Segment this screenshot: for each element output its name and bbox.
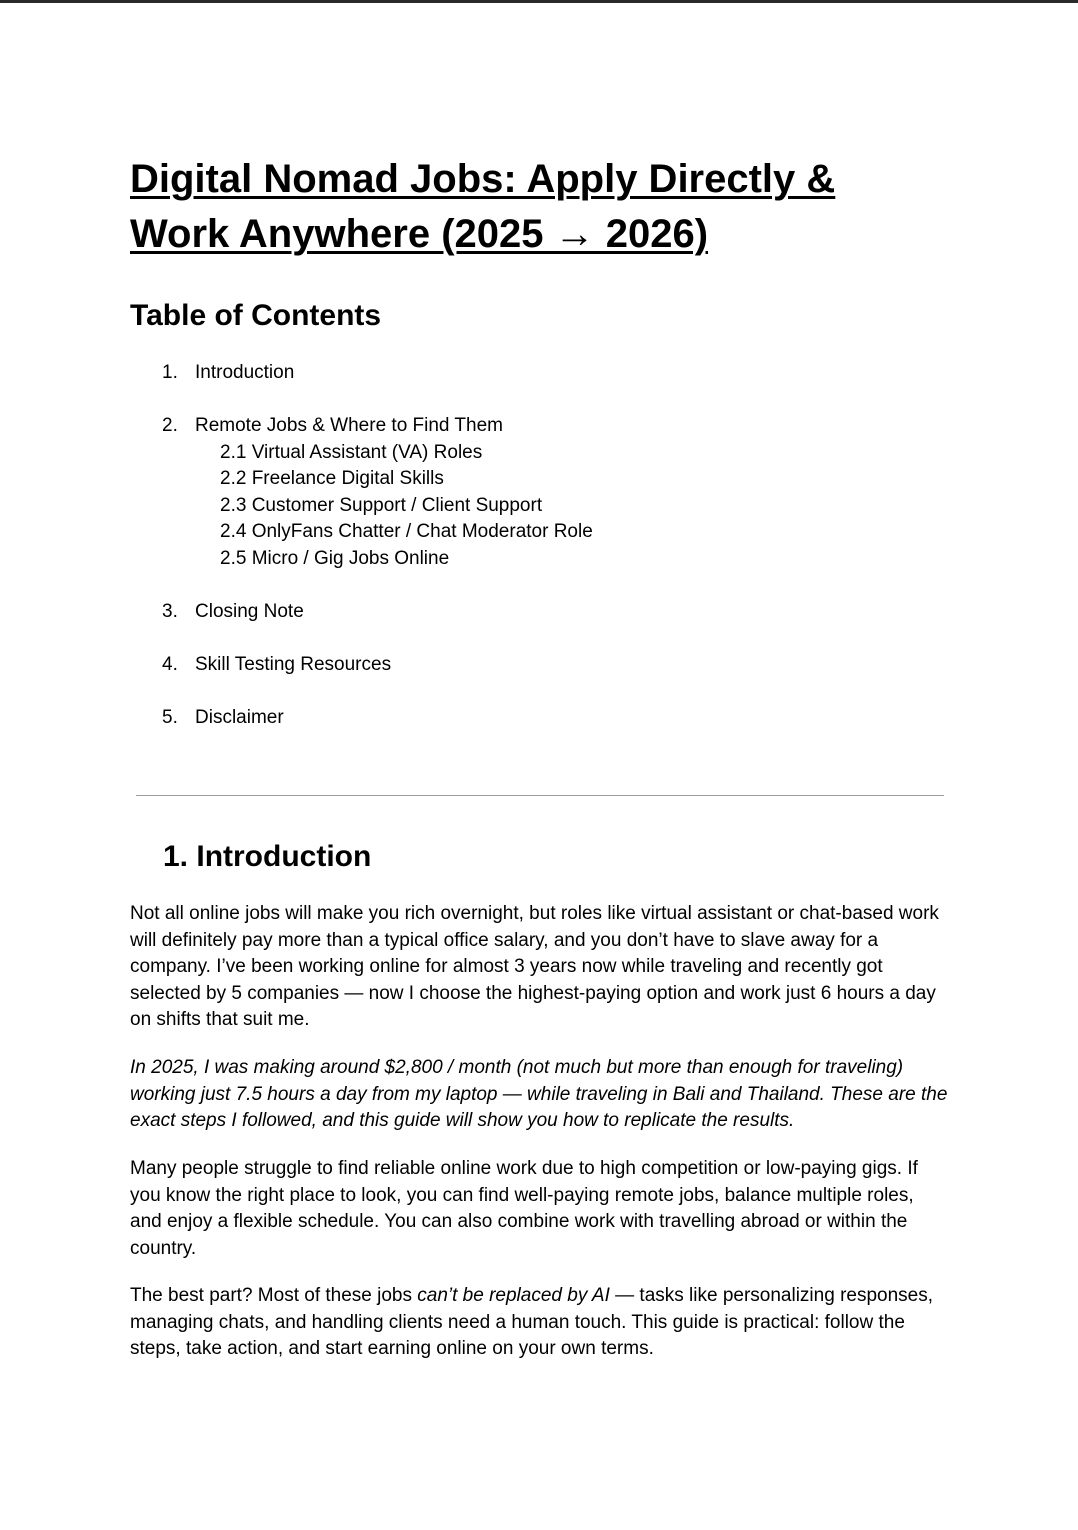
toc-subitem-virtual-assistant[interactable]: 2.1 Virtual Assistant (VA) Roles [220, 441, 483, 463]
table-of-contents [162, 360, 593, 758]
document-title: Digital Nomad Jobs: Apply Directly & Work Anywhere (2025 → 2026) [130, 157, 836, 256]
window-top-border [0, 0, 1078, 3]
toc-subitem-micro-gig-jobs[interactable]: 2.5 Micro / Gig Jobs Online [220, 547, 450, 569]
paragraph-text: The best part? Most of these jobs [130, 1285, 418, 1306]
toc-subitem-freelance-digital-skills[interactable]: 2.2 Freelance Digital Skills [220, 468, 444, 489]
toc-item-disclaimer[interactable] [162, 705, 593, 732]
intro-paragraph-1: Not all online jobs will make you rich overnight, but roles like virtual assistant or chat-based work will definitely pay more than a typical office salary, and you don’t have to slave away for a company. I’ve been working online for almost 3 years now while traveling and recently got selected by 5 companies — now I choose the highest-paying option and work just 6 hours a day on shifts that suit me. [130, 903, 939, 1030]
intro-paragraph-3: Many people struggle to find reliable online work due to high competition or low-paying gigs. If you know the right place to look, you can find well-paying remote jobs, balance multiple roles, and enjoy a flexible schedule. You can also combine work with travelling abroad or within the country. [130, 1158, 918, 1259]
toc-subitem-customer-support[interactable]: 2.3 Customer Support / Client Support [220, 494, 543, 516]
toc-item-number: 5. [162, 706, 178, 728]
toc-item-introduction[interactable] [162, 360, 593, 387]
toc-item-skill-testing[interactable] [162, 652, 593, 679]
toc-item-number: 3. [162, 600, 178, 622]
paragraph-text: — tasks like personalizing responses, managing chats, and handling clients need a human touch. This guide is practical: follow the steps, take action, and start earning online on your own terms. [130, 1285, 934, 1359]
intro-paragraph-4 [130, 1283, 950, 1363]
toc-item-number: 2. [162, 415, 178, 436]
toc-item-closing-note[interactable] [162, 599, 593, 626]
toc-subitem-chat-moderator[interactable]: 2.4 OnlyFans Chatter / Chat Moderator Role [220, 521, 593, 542]
horizontal-divider [136, 795, 944, 796]
toc-item-label: Closing Note [195, 600, 304, 622]
toc-item-label: Disclaimer [195, 706, 284, 728]
toc-item-label: Remote Jobs & Where to Find Them [195, 415, 503, 436]
toc-item-label: Skill Testing Resources [195, 653, 392, 675]
section-heading-introduction: 1. Introduction [163, 840, 372, 873]
toc-item-number: 4. [162, 653, 178, 675]
toc-item-number: 1. [162, 362, 178, 383]
toc-sublist [195, 440, 593, 573]
toc-heading: Table of Contents [130, 299, 382, 332]
toc-item-remote-jobs[interactable] [162, 413, 593, 572]
intro-paragraph-2-italic: In 2025, I was making around $2,800 / month (not much but more than enough for traveling) working just 7.5 hours a day from my laptop — while traveling in Bali and Thailand. These are the exact steps I followed, and this guide will show you how to replicate the results. [130, 1057, 948, 1131]
toc-item-label: Introduction [195, 362, 295, 383]
emphasis-text: can’t be replaced by AI [417, 1285, 610, 1306]
